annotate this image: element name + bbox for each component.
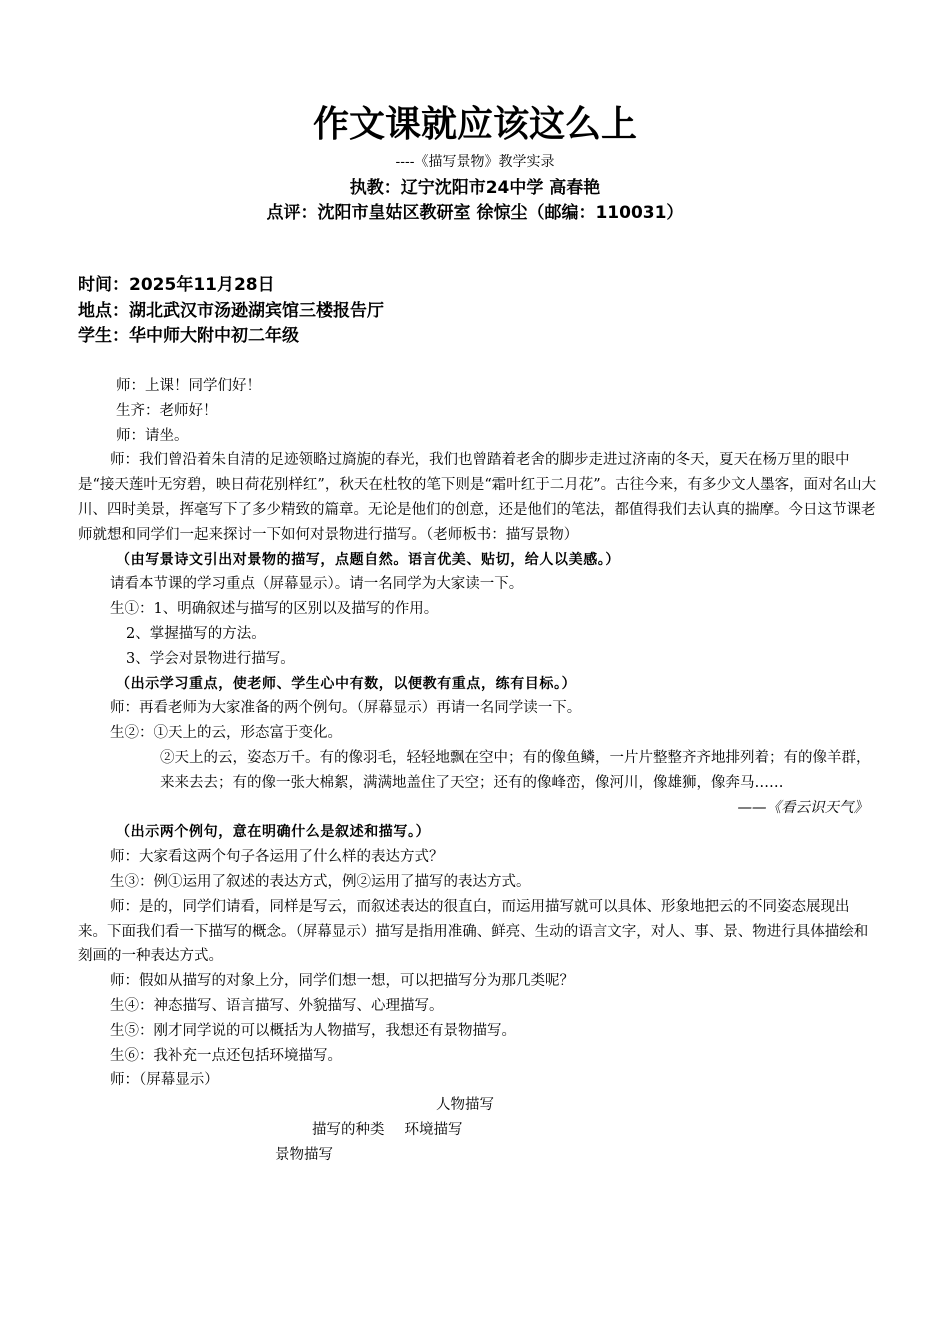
teacher-line: 执教：辽宁沈阳市24中学 高春艳 (349, 178, 601, 198)
diagram-root: 描写的种类 (312, 1121, 385, 1138)
diagram-item: 人物描写 (436, 1097, 494, 1114)
citation: ——《看云识天气》 (737, 799, 868, 816)
dialogue-line: 生④：神态描写、语言描写、外貌描写、心理描写。 (110, 997, 444, 1014)
dialogue-line: 师：假如从描写的对象上分，同学们想一想，可以把描写分为那几类呢？ (110, 973, 574, 990)
dialogue-line: 师：请坐。 (116, 427, 189, 444)
time-line: 时间：2025年11月28日 (78, 275, 275, 295)
commentary: （出示两个例句，意在明确什么是叙述和描写。） (116, 824, 431, 841)
page-title: 作文课就应该这么上 (312, 104, 637, 145)
dialogue-line: 生⑥：我补充一点还包括环境描写。 (110, 1047, 342, 1064)
diagram-row (78, 1118, 878, 1143)
dialogue-line: 师：（屏幕显示） (110, 1072, 219, 1089)
example-sentence: ②天上的云，姿态万千。有的像羽毛，轻轻地飘在空中；有的像鱼鳞，一片片整整齐齐地排列着；有的像羊群，来来去去；有的像一张大棉絮，满满地盖住了天空；还有的像峰峦，像河川，像雄狮，像奔马…… (160, 749, 871, 791)
dialogue-line: 师：上课！同学们好！ (116, 378, 261, 394)
lesson-transcript (78, 374, 878, 1168)
dialogue-line: 生①：1、明确叙述与描写的区别以及描写的作用。 (110, 601, 439, 618)
place-line: 地点：湖北武汉市汤逊湖宾馆三楼报告厅 (78, 301, 384, 321)
commentary: （由写景诗文引出对景物的描写，点题自然。语言优美、贴切，给人以美感。） (116, 551, 620, 568)
dialogue-paragraph: 师：是的，同学们请看，同样是写云，而叙述表达的很直白，而运用描写就可以具体、形象地把云的不同姿态展现出来。下面我们看一下描写的概念。（屏幕显示）描写是指用准确、鲜亮、生动的语言文字，对人、事、景、物进行具体描绘和刻画的一种表达方式。 (78, 898, 869, 965)
list-item: 3、学会对景物进行描写。 (126, 650, 295, 667)
list-item: 2、掌握描写的方法。 (126, 625, 266, 642)
dialogue-paragraph: 师：我们曾沿着朱自清的足迹领略过旖旎的春光，我们也曾踏着老舍的脚步走进过济南的冬天，夏天在杨万里的眼中是“接天莲叶无穷碧，映日荷花别样红”，秋天在杜牧的笔下则是“霜叶红于二月花”。古往今来，有多少文人墨客，面对名山大川、四时美景，挥毫写下了多少精致的篇章。无论是他们的创意，还是他们的笔法，都值得我们去认真的揣摩。今日这节课老师就想和同学们一起来探讨一下如何对景物进行描写。（老师板书：描写景物） (78, 452, 877, 543)
dialogue-line: 生齐：老师好！ (116, 402, 218, 419)
example-sentence: 生②：①天上的云，形态富于变化。 (110, 725, 342, 742)
dialogue-line: 生③：例①运用了叙述的表达方式，例②运用了描写的表达方式。 (110, 873, 531, 890)
commentary: （出示学习重点，使老师、学生心中有数，以便教有重点，练有目标。） (116, 675, 577, 692)
dialogue-line: 师：再看老师为大家准备的两个例句。（屏幕显示）再请一名同学读一下。 (110, 700, 582, 717)
dialogue-line: 请看本节课的学习重点（屏幕显示）。请一名同学为大家读一下。 (110, 576, 524, 593)
diagram-item: 环境描写 (404, 1121, 463, 1138)
students-line: 学生：华中师大附中初二年级 (78, 326, 299, 346)
diagram-item: 景物描写 (275, 1146, 333, 1163)
dialogue-line: 师：大家看这两个句子各运用了什么样的表达方式？ (110, 849, 444, 866)
dialogue-line: 生⑤：刚才同学说的可以概括为人物描写，我想还有景物描写。 (110, 1022, 516, 1039)
reviewer-line: 点评：沈阳市皇姑区教研室 徐惊尘（邮编：110031） (266, 203, 684, 223)
subtitle: ----《描写景物》教学实录 (395, 154, 555, 170)
